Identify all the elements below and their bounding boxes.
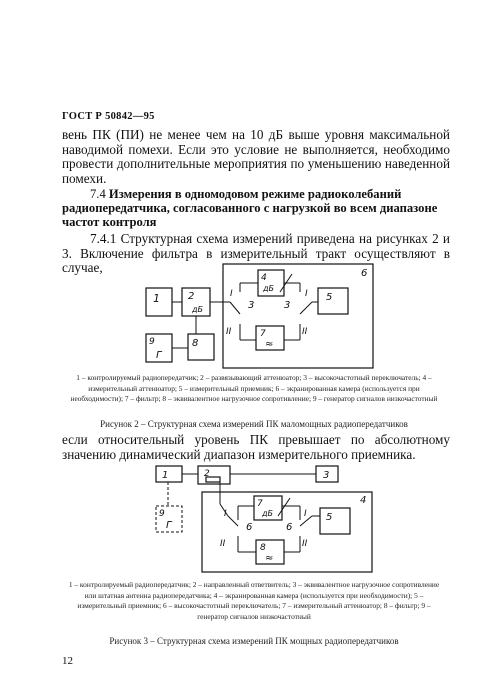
section-number: 7.4 [90,187,106,201]
fig2-block-2-label: 2 [188,291,195,302]
fig2-block-5-label: 5 [326,292,333,303]
fig2-switch2-pos-1: I [305,289,308,299]
fig3-switch2-pos-1: I [304,509,307,519]
document-header: ГОСТ Р 50842—95 [62,111,155,122]
fig2-block-5-receiver [318,288,348,314]
section-heading [62,187,450,229]
fig3-switch1-pos-2: II [220,539,226,549]
fig2-switch1-pos-1: I [230,289,233,299]
fig3-switch2-label: 6 [286,522,293,533]
fig3-block-7-db: дБ [262,509,274,518]
fig2-block-8-label: 8 [192,338,199,349]
figure-2-title: Рисунок 2 – Структурная схема измерений ПК маломощных радиопередатчиков [100,419,408,429]
fig3-block-2-coupler [198,466,230,484]
figure-3-diagram [140,464,380,574]
section-title: Измерения в одномодовом режиме радиоколебаний радиопередатчика, согласованного с нагрузкой во всем диапазоне частот контроля [62,187,438,229]
fig3-block-9-label: 9 [159,509,165,519]
page-number: 12 [62,655,73,667]
fig2-block-4-label: 4 [261,273,267,283]
fig3-block-2-label: 2 [204,469,210,479]
paragraph-continuation-2: если относительный уровень ПК превышает по абсолютному значению динамический диапазон измерительного приемника. [62,432,450,462]
fig3-block-5-label: 5 [326,512,333,523]
fig2-switch1-label: 3 [248,300,255,311]
fig3-block-8-label: 8 [260,543,266,553]
fig3-block-7-label: 7 [257,499,263,509]
fig3-switch1-label: 6 [246,522,253,533]
fig2-block-6-label: 6 [361,268,368,279]
figure-3-title: Рисунок 3 – Структурная схема измерений ПК мощных радиопередатчиков [109,636,399,646]
figure-3-caption: 1 – контролируемый радиопередатчик; 2 – направленный ответвитель; 3 – эквивалентное нагрузочное сопротивление или штатная антенна радиопередатчика; 4 – экранированная камера (используется при необходимости); 5 – измерительный приемник; 6 – высокочастотный переключатель; 7 – измерительный аттенюатор; 8 – фильтр; 9 – генератор сигналов низкочастотный [68,580,440,621]
paragraph-7-4-1: 7.4.1 Структурная схема измерений приведена на рисунках 2 и 3. Включение фильтра в измерительный тракт осуществляют в случае, [62,231,450,276]
fig3-switch2-pos-2: II [302,539,308,549]
fig2-block-9-label: 9 [149,337,155,347]
fig3-block-5-receiver [320,508,350,534]
fig3-block-4-label: 4 [360,495,367,506]
fig2-block-9-sym: Г [156,350,162,361]
fig2-block-4-db: дБ [263,284,275,293]
fig2-switch2-label: 3 [284,300,291,311]
figure-2-diagram [140,262,380,372]
paragraph-continuation: вень ПК (ПИ) не менее чем на 10 дБ выше уровня максимальной наводимой помехи. Если это условие не выполняется, необходимо провести дополнительные мероприятия по уменьшению наведенной помехи. [62,127,450,186]
fig2-block-7-sym: ≈ [265,339,274,350]
fig3-block-9-sym: Г [166,520,172,531]
fig3-block-3-label: 3 [323,470,330,481]
figure-2-caption: 1 – контролируемый радиопередатчик; 2 – развязывающий аттенюатор; 3 – высокочастотный переключатель; 4 – измерительный аттенюатор; 5 – измерительный приемник; 6 – экранированная камера (используется при необходимости); 7 – фильтр; 8 – эквивалентное нагрузочное сопротивление; 9 – генератор сигналов низкочастотный [70,373,438,404]
fig2-block-7-label: 7 [260,329,266,339]
fig2-switch1-pos-2: II [226,327,232,337]
fig3-block-8-sym: ≈ [265,553,274,564]
fig2-switch2-pos-2: II [302,327,308,337]
fig2-block-1-label: 1 [153,292,160,305]
fig2-block-2-db: дБ [192,305,204,314]
fig3-switch1-pos-1: I [224,509,227,519]
fig2-block-6-chamber [223,264,373,368]
fig3-block-1-label: 1 [162,470,169,481]
fig3-block-1 [156,466,182,482]
